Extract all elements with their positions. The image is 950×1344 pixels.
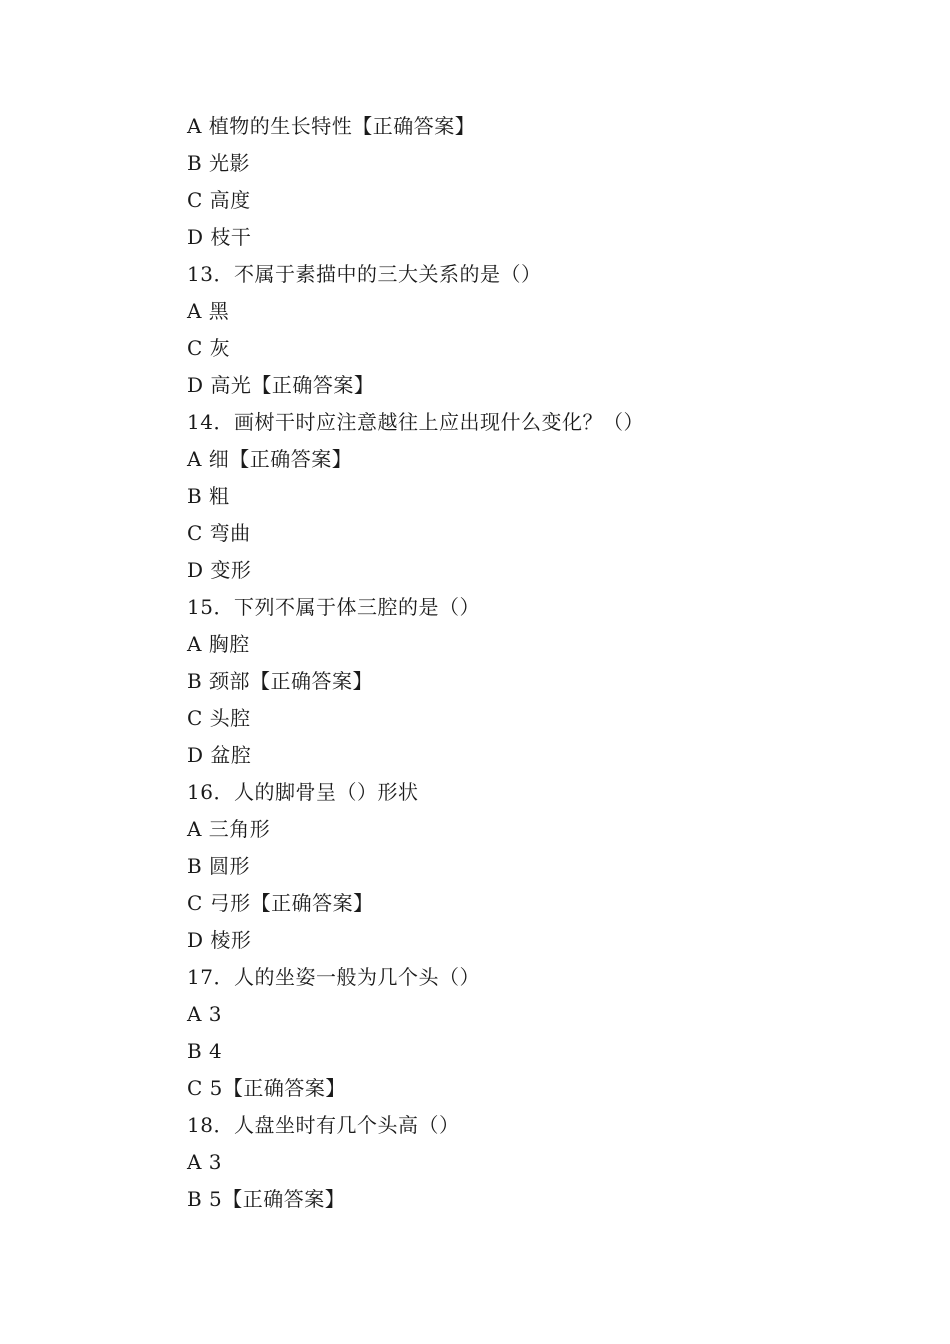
answer-option: B 圆形 [187,854,251,878]
answer-option: B 5【正确答案】 [187,1187,346,1211]
question-text: 16．人的脚骨呈（）形状 [187,780,419,804]
question-text: 18．人盘坐时有几个头高（） [187,1113,460,1137]
answer-option: B 光影 [187,151,251,175]
question-text: 17．人的坐姿一般为几个头（） [187,965,480,989]
answer-option: D 高光【正确答案】 [187,373,375,397]
answer-option: A 细【正确答案】 [187,447,353,471]
answer-option: A 3 [187,1150,223,1174]
answer-option: D 盆腔 [187,743,252,767]
question-text: 15．下列不属于体三腔的是（） [187,595,480,619]
question-text: 13．不属于素描中的三大关系的是（） [187,262,542,286]
question-text: 14．画树干时应注意越往上应出现什么变化？（） [187,410,644,434]
answer-option: C 弓形【正确答案】 [187,891,374,915]
answer-option: B 4 [187,1039,223,1063]
answer-option: B 粗 [187,484,230,508]
answer-option: A 三角形 [187,817,271,841]
answer-option: C 5【正确答案】 [187,1076,346,1100]
answer-option: A 3 [187,1002,223,1026]
answer-option: A 植物的生长特性【正确答案】 [187,114,476,138]
answer-option: A 黑 [187,299,230,323]
answer-option: C 高度 [187,188,251,212]
answer-option: C 弯曲 [187,521,251,545]
answer-option: B 颈部【正确答案】 [187,669,374,693]
answer-option: D 棱形 [187,928,252,952]
answer-option: C 灰 [187,336,231,360]
document-body [187,108,887,1218]
answer-option: D 枝干 [187,225,252,249]
answer-option: C 头腔 [187,706,251,730]
answer-option: A 胸腔 [187,632,250,656]
answer-option: D 变形 [187,558,252,582]
